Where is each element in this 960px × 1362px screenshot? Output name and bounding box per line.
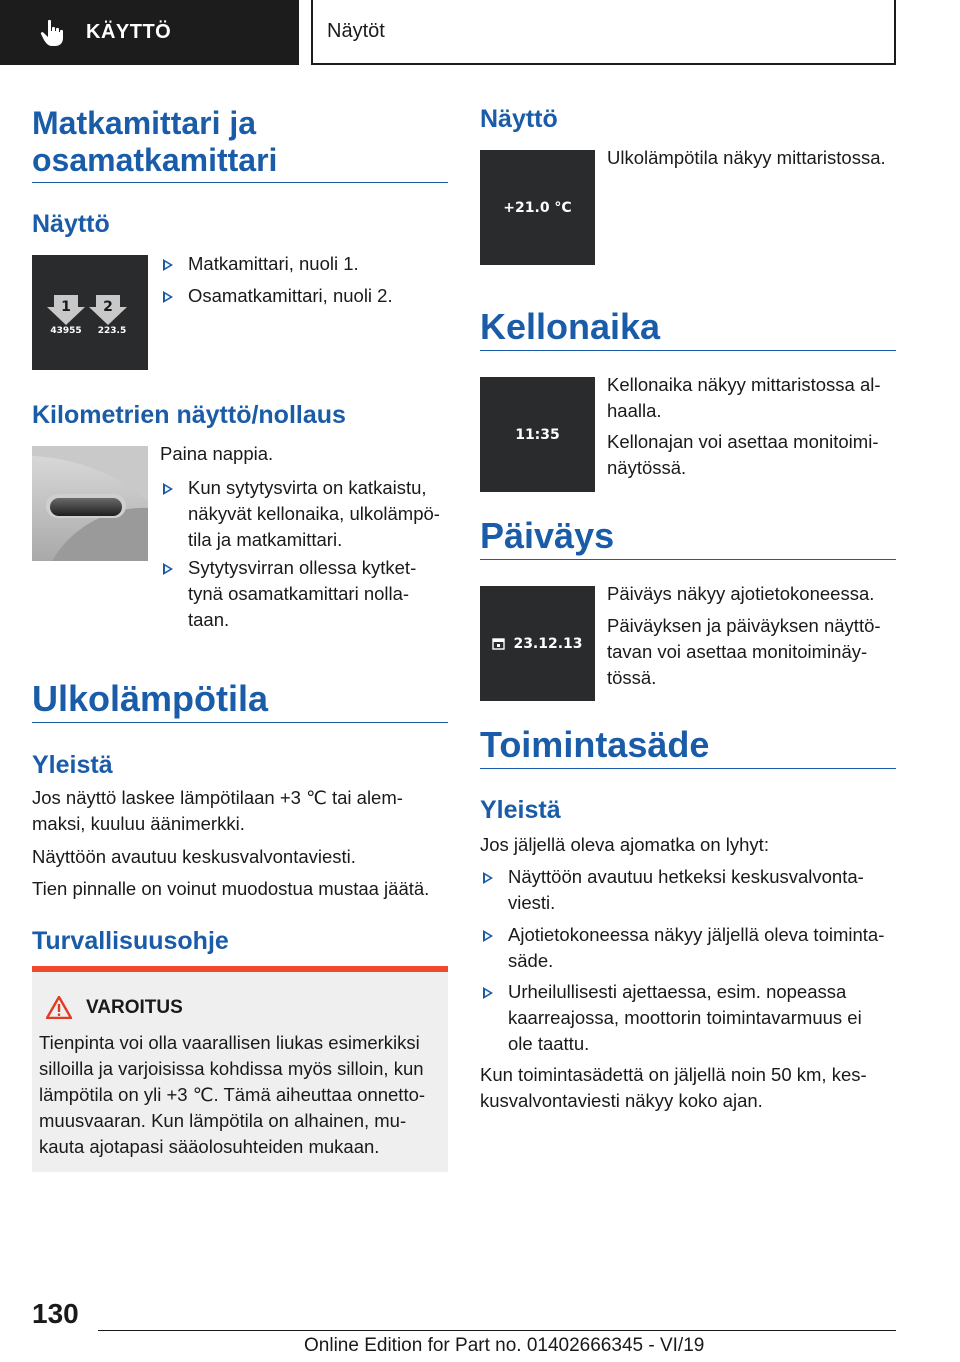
line: kaarreajossa, moottorin toimintavarmuus ei xyxy=(508,1007,862,1028)
line: maksi, kuuluu äänimerkki. xyxy=(32,813,245,834)
general-heading-left: Yleistä xyxy=(32,751,113,779)
line: kauta ajotapasi sääolosuhteiden mukaan. xyxy=(39,1136,380,1157)
line: taan. xyxy=(188,609,230,630)
section-rule xyxy=(32,722,448,723)
temp-paragraph: Näyttöön avautuu keskusvalvontaviesti. xyxy=(32,846,356,867)
date-value: 23.12.13 xyxy=(513,635,583,652)
line: Kellonaika näkyy mittaristossa al- xyxy=(607,374,881,395)
range-bullet xyxy=(480,922,884,974)
date-paragraph xyxy=(607,613,881,691)
reset-bullet xyxy=(160,555,416,633)
range-final xyxy=(480,1062,867,1114)
calendar-icon xyxy=(492,637,505,650)
range-title: Toimintasäde xyxy=(480,724,710,765)
temp-paragraph: Tien pinnalle on voinut muodostua mustaa jäätä. xyxy=(32,878,430,899)
line: ole taattu. xyxy=(508,1033,590,1054)
reset-intro: Paina nappia. xyxy=(160,443,274,464)
line: Kun toimintasädettä on jäljellä noin 50 km, kes- xyxy=(480,1064,867,1085)
warning-header xyxy=(46,996,183,1019)
safety-heading: Turvallisuusohje xyxy=(32,927,229,955)
section-label: KÄYTTÖ xyxy=(86,21,172,43)
date-paragraph: Päiväys näkyy ajotietokoneessa. xyxy=(607,583,875,604)
line: näytössä. xyxy=(607,457,687,478)
temperature-display-image: +21.0 °C xyxy=(480,150,595,265)
line: Urheilullisesti ajettaessa, esim. nopeassa xyxy=(508,981,847,1002)
hand-pointer-icon xyxy=(40,19,66,47)
arrow-2-number: 2 xyxy=(103,299,113,315)
odometer-display-image xyxy=(32,255,148,370)
section-tab xyxy=(0,0,299,65)
chapter-label: Näytöt xyxy=(327,20,385,42)
section-rule xyxy=(32,182,448,183)
section-rule xyxy=(480,559,896,560)
warning-label: VAROITUS xyxy=(86,996,183,1018)
clock-display-image: 11:35 xyxy=(480,377,595,492)
line: viesti. xyxy=(508,892,556,913)
line: Tienpinta voi olla vaarallisen liukas esimerkiksi xyxy=(39,1032,420,1053)
date-title: Päiväys xyxy=(480,515,615,556)
line: kusvalvontaviesti näkyy koko ajan. xyxy=(480,1090,763,1111)
reset-heading: Kilometrien näyttö/nollaus xyxy=(32,401,346,429)
warning-text xyxy=(39,1030,439,1160)
line: Näyttöön avautuu hetkeksi keskusvalvonta- xyxy=(508,866,864,887)
temp-paragraph xyxy=(32,785,403,837)
edition-note: Online Edition for Part no. 01402666345 - VI/19 xyxy=(304,1335,705,1356)
line: tila ja matkamittari. xyxy=(188,529,343,550)
range-intro: Jos jäljellä oleva ajomatka on lyhyt: xyxy=(480,834,769,855)
temperature-title: Ulkolämpötila xyxy=(32,678,269,719)
arrow-1-number: 1 xyxy=(61,299,71,315)
trip-bullet: Osamatkamittari, nuoli 2. xyxy=(160,283,393,309)
warning-triangle-icon xyxy=(46,996,72,1019)
trip-title xyxy=(32,105,277,179)
line: Kellonajan voi asettaa monitoimi- xyxy=(607,431,879,452)
warning-box xyxy=(32,966,448,1172)
line: tössä. xyxy=(607,667,657,688)
trip-title-line1: Matkamittari ja xyxy=(32,105,257,141)
line: Päiväyksen ja päiväyksen näyttö- xyxy=(607,615,881,636)
reset-bullet xyxy=(160,475,440,553)
reset-button-image xyxy=(32,446,148,561)
range-bullet xyxy=(480,864,864,916)
trip-bullet: Matkamittari, nuoli 1. xyxy=(160,251,359,277)
temp-display-text: Ulkolämpötila näkyy mittaristossa. xyxy=(607,147,886,168)
line: silloilla ja varjoisissa kohdissa myös silloin, kun xyxy=(39,1058,424,1079)
line: Kun sytytysvirta on katkaistu, xyxy=(188,477,427,498)
trip-title-line2: osamatkamittari xyxy=(32,142,278,178)
line: Sytytysvirran ollessa kytket- xyxy=(188,557,417,578)
date-display-image xyxy=(480,586,595,701)
clock-paragraph xyxy=(607,372,881,424)
odometer-value: 43955 xyxy=(50,326,82,336)
odometer-arrows-graphic xyxy=(32,255,148,370)
reset-button-graphic xyxy=(32,446,148,561)
general-heading-right: Yleistä xyxy=(480,796,561,824)
line: säde. xyxy=(508,950,554,971)
range-bullet xyxy=(480,979,862,1057)
line: tynä osamatkamittari nolla- xyxy=(188,583,410,604)
display-heading-left: Näyttö xyxy=(32,210,110,238)
line: Jos näyttö laskee lämpötilaan +3 ℃ tai alem- xyxy=(32,787,403,808)
clock-title: Kellonaika xyxy=(480,306,661,347)
clock-paragraph xyxy=(607,429,878,481)
line: tavan voi asettaa monitoiminäy- xyxy=(607,641,868,662)
trip-value: 223.5 xyxy=(97,326,127,336)
line: muusvaaran. Kun lämpötila on alhainen, mu- xyxy=(39,1110,407,1131)
footer-rule xyxy=(98,1330,896,1331)
line: haalla. xyxy=(607,400,662,421)
line: lämpötila on yli +3 ℃. Tämä aiheuttaa onnetto- xyxy=(39,1084,426,1105)
chapter-tab xyxy=(311,0,896,65)
line: Ajotietokoneessa näkyy jäljellä oleva toiminta- xyxy=(508,924,885,945)
section-rule xyxy=(480,768,896,769)
section-rule xyxy=(480,350,896,351)
page-number: 130 xyxy=(32,1298,79,1329)
display-heading-right: Näyttö xyxy=(480,105,558,133)
line: näkyvät kellonaika, ulkolämpö- xyxy=(188,503,440,524)
